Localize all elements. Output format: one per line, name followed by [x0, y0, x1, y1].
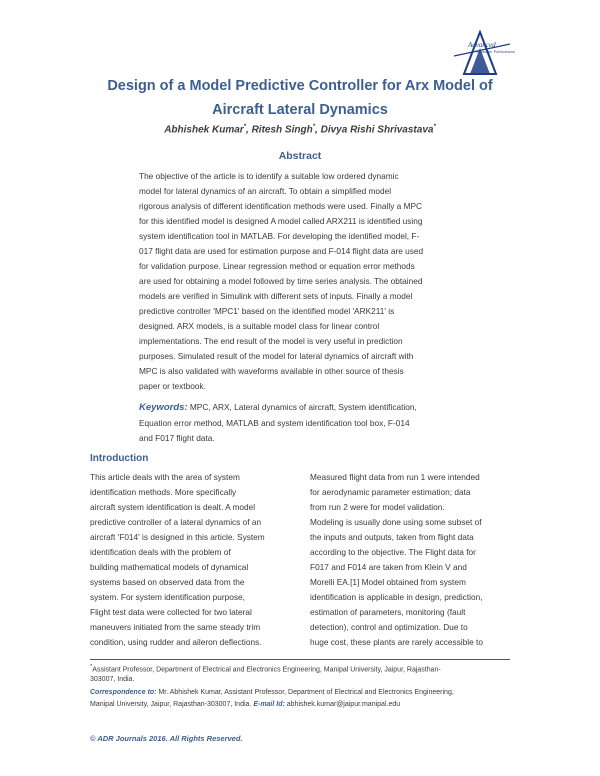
abstract-line: designed. ARX models, is a suitable model class for linear control — [139, 321, 380, 331]
body-line: for aerodynamic parameter estimation; data — [310, 487, 471, 497]
author-mark: * — [433, 124, 436, 130]
abstract-line: purposes. Simulated result of the model for lateral dynamics of aircraft with — [139, 351, 414, 361]
copyright-notice: © ADR Journals 2016. All Rights Reserved. — [90, 734, 243, 743]
affiliation-footnote — [90, 664, 441, 673]
keywords-line — [139, 402, 417, 413]
body-line: identification is applicable in design, prediction, — [310, 592, 483, 602]
abstract-line: predictive controller 'MPC1' based on the identified model 'ARK211' is — [139, 306, 395, 316]
body-line: huge cost, these plants are rarely accessible to — [310, 637, 483, 647]
affiliation-mark: * — [90, 664, 93, 670]
body-line: F017 and F014 are taken from Klein V and — [310, 562, 467, 572]
abstract-line: implementations. The end result of the model is very useful in prediction — [139, 336, 403, 346]
keywords-line: and F017 flight data. — [139, 433, 215, 443]
body-line: Modeling is usually done using some subset of — [310, 517, 482, 527]
body-line: maneuvers initiated from the same steady trim — [90, 622, 261, 632]
keywords-line: Equation error method, MATLAB and system identification tool box, F-014 — [139, 418, 410, 428]
body-line: according to the objective. The Flight data for — [310, 547, 476, 557]
abstract-line: rigorous analysis of different identification methods were used. Finally a MPC — [139, 201, 423, 211]
body-line: This article deals with the area of system — [90, 472, 240, 482]
email-label: E-mail Id: — [253, 701, 285, 708]
keywords-text: MPC, ARX, Lateral dynamics of aircraft, System identification, — [189, 402, 417, 412]
abstract-line: system identification tool in MATLAB. For developing the identified model, F- — [139, 231, 420, 241]
email-address[interactable]: abhishek.kumar@jaipur.manipal.edu — [286, 701, 401, 708]
body-line: condition, using rudder and aileron deflections. — [90, 637, 262, 647]
abstract-line: for this identified model is designed A model called ARX211 is identified using — [139, 216, 423, 226]
body-line: Measured flight data from run 1 were intended — [310, 472, 480, 482]
abstract-line: The objective of the article is to identify a suitable low ordered dynamic — [139, 171, 399, 181]
correspondence-text: Mr. Abhishek Kumar, Assistant Professor, Department of Electrical and Electronics Engineering, — [158, 689, 454, 696]
affiliation-footnote-cont: 303007, India. — [90, 676, 135, 683]
paper-title-line-1: Design of a Model Predictive Controller for Arx Model of — [107, 78, 493, 94]
body-line: Morelli EA.[1] Model obtained from system — [310, 577, 466, 587]
body-line: aircraft system identification is dealt. A model — [90, 502, 256, 512]
author-mark: * — [243, 124, 247, 130]
body-line: aircraft 'F014' is designed in this article. System — [90, 532, 265, 542]
body-line: systems based on observed data from the — [90, 577, 245, 587]
abstract-line: models are verified in Simulink with different sets of inputs. Finally a model — [139, 291, 413, 301]
body-line: Flight test data were collected for two lateral — [90, 607, 252, 617]
body-line: detection), control and optimization. Due to — [310, 622, 468, 632]
footnote-divider — [90, 659, 510, 660]
abstract-line: paper or textbook. — [139, 381, 206, 391]
abstract-heading: Abstract — [278, 150, 322, 162]
abstract-line: for validation purpose. Linear regression method or equation error methods — [139, 261, 415, 271]
correspondence-footnote — [90, 689, 454, 696]
paper-title-line-2: Aircraft Lateral Dynamics — [212, 102, 388, 118]
correspondence-text: Manipal University, Jaipur, Rajasthan-303007, India. — [90, 701, 252, 708]
body-line: the inputs and outputs, taken from flight data — [310, 532, 474, 542]
body-line: system. For system identification purpose, — [90, 592, 245, 602]
abstract-line: 017 flight data are used for estimation purpose and F-014 flight data are used — [139, 246, 424, 256]
body-line: estimation of parameters, monitoring (fault — [310, 607, 466, 617]
body-line: identification deals with the problem of — [90, 547, 231, 557]
body-line: identification methods. More specifically — [90, 487, 237, 497]
author-mark: * — [312, 124, 316, 130]
abstract-line: are used for obtaining a model followed by time series analysis. The obtained — [139, 276, 423, 286]
body-line: from run 2 were for model validation. — [310, 502, 445, 512]
introduction-heading: Introduction — [90, 453, 149, 464]
logo-subtext: Research Publications — [476, 50, 516, 54]
body-line: building mathematical models of dynamical — [90, 562, 249, 572]
correspondence-label: Correspondence to: — [90, 689, 157, 696]
correspondence-footnote-cont — [90, 701, 400, 708]
author-name: Abhishek Kumar — [164, 124, 244, 136]
abstract-line: MPC is also validated with waveforms available in other source of thesis — [139, 366, 404, 376]
author-name: Divya Rishi Shrivastava — [320, 124, 434, 136]
author-name: Ritesh Singh — [251, 124, 313, 136]
logo-text: Advanced — [468, 41, 496, 49]
affiliation-text: Assistant Professor, Department of Electrical and Electronics Engineering, Manipal University, Jaipur, Rajasthan- — [92, 666, 441, 674]
body-line: predictive controller of a lateral dynamics of an — [90, 517, 262, 527]
author-list: Abhishek Kumar*, Ritesh Singh*, Divya Rishi Shrivastava* — [164, 124, 436, 136]
abstract-line: model for lateral dynamics of an aircraft. To obtain a simplified model — [139, 186, 392, 196]
keywords-label: Keywords: — [139, 402, 188, 413]
